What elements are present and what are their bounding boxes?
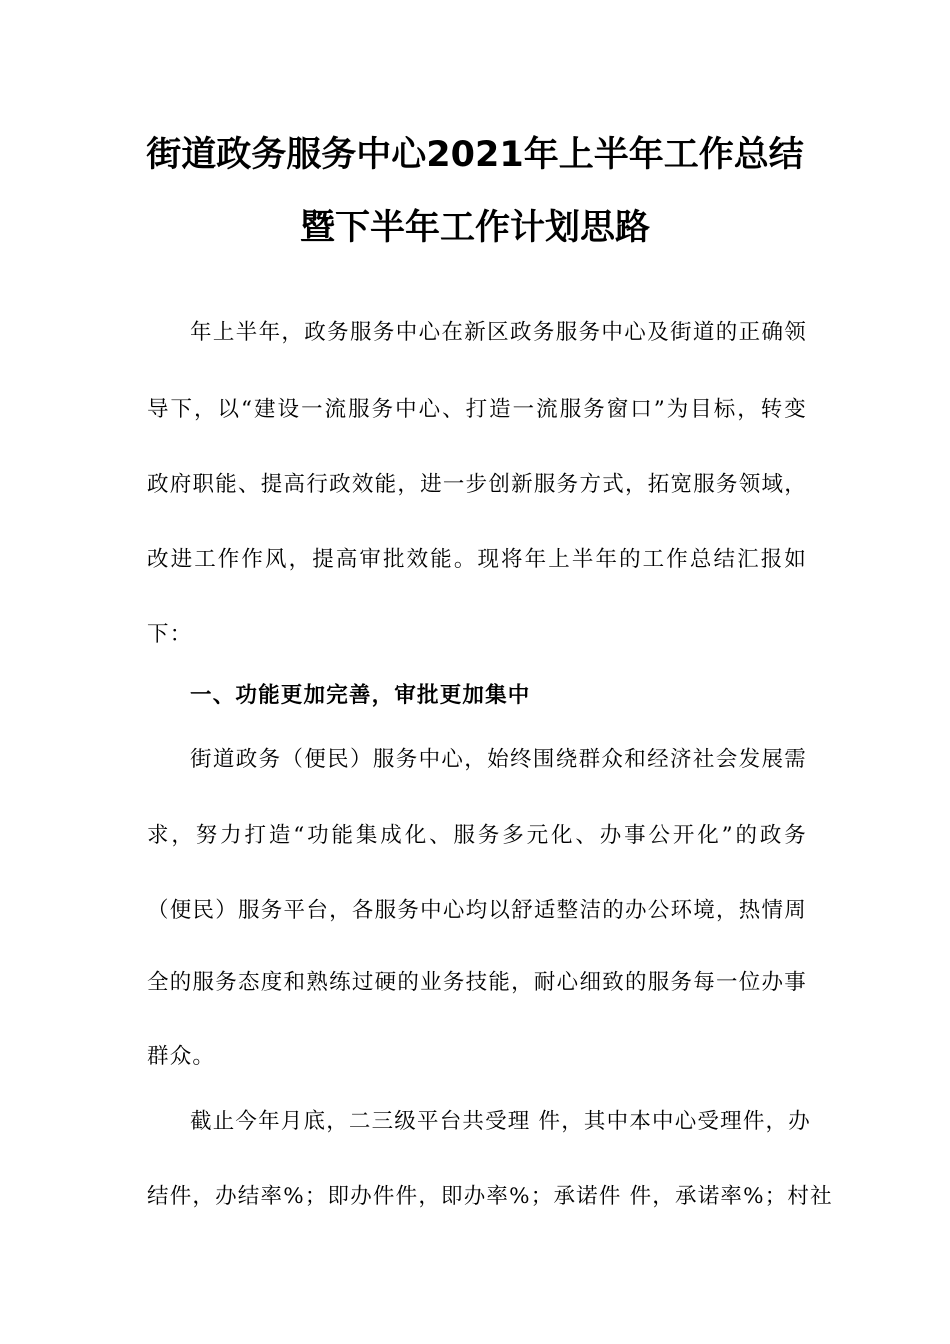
paragraph-2-line-5: 群众。	[147, 1044, 216, 1069]
paragraph-2-line-2: 求，努力打造“功能集成化、服务多元化、办事公开化”的政务	[147, 823, 807, 848]
paragraph-3-line-2: 结件，办结率%；即办件件，即办率%；承诺件 件，承诺率%；村社	[147, 1184, 833, 1209]
section-heading-1: 一、功能更加完善，审批更加集中	[190, 683, 531, 708]
paragraph-1-line-5: 下：	[147, 622, 193, 647]
document-title-line-1: 街道政务服务中心2021年上半年工作总结	[146, 135, 804, 175]
paragraph-2-line-4: 全的服务态度和熟练过硬的业务技能，耐心细致的服务每一位办事	[147, 970, 807, 995]
paragraph-2-line-1: 街道政务（便民）服务中心，始终围绕群众和经济社会发展需	[190, 747, 807, 772]
document-title-line-2: 暨下半年工作计划思路	[299, 208, 650, 248]
paragraph-1-line-4: 改进工作作风，提高审批效能。现将年上半年的工作总结汇报如	[147, 547, 807, 572]
paragraph-1-line-2: 导下，以“建设一流服务中心、打造一流服务窗口”为目标，转变	[147, 397, 807, 422]
paragraph-2-line-3: （便民）服务平台，各服务中心均以舒适整洁的办公环境，热情周	[147, 898, 807, 923]
paragraph-1-line-3: 政府职能、提高行政效能，进一步创新服务方式，拓宽服务领域，	[147, 472, 807, 497]
paragraph-3-line-1: 截止今年月底，二三级平台共受理 件，其中本中心受理件，办	[190, 1109, 811, 1134]
paragraph-1-line-1: 年上半年，政务服务中心在新区政务服务中心及街道的正确领	[190, 320, 807, 345]
